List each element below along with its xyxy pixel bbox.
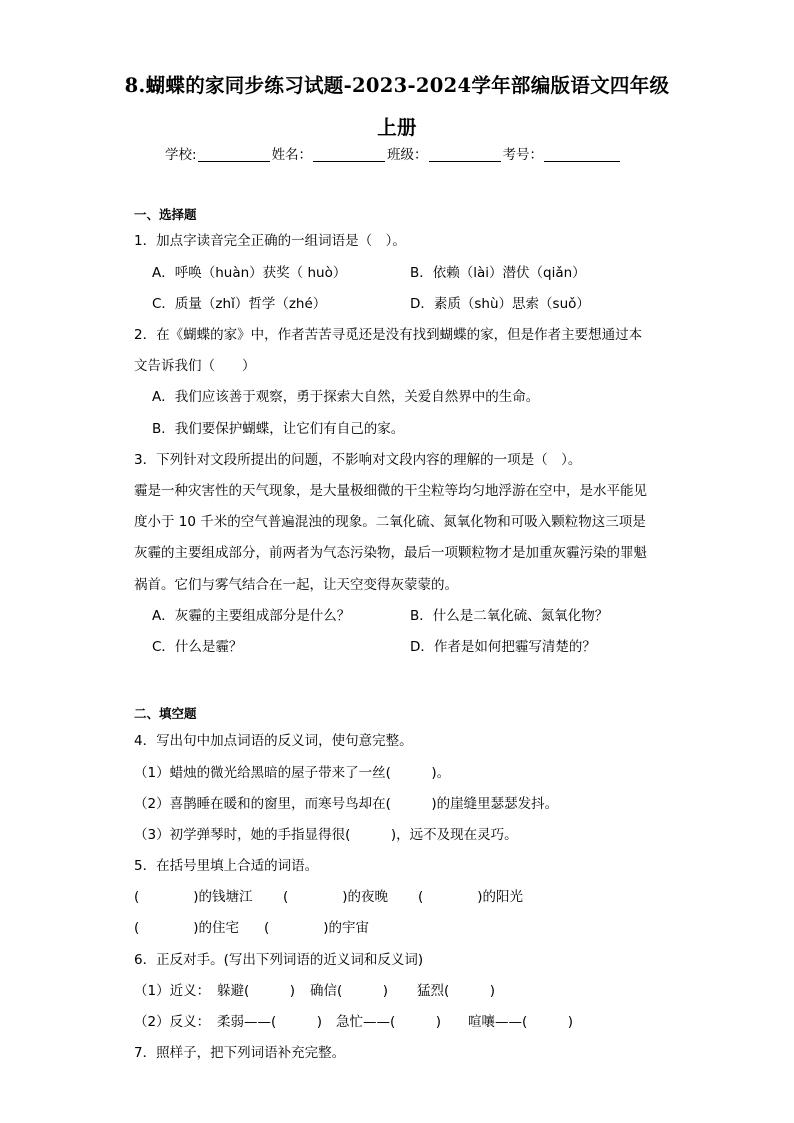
question-2-stem-line-2: 文告诉我们（ ） [134, 358, 256, 374]
class-label: 班级： [387, 147, 428, 163]
question-5-blank-2[interactable]: ( )的夜晚 [283, 889, 389, 905]
question-6-antonym-3[interactable]: 喧嚷——( ) [468, 1014, 574, 1030]
question-6-antonym-label: （2）反义： [134, 1014, 211, 1030]
id-blank[interactable] [544, 147, 620, 162]
question-6-antonym-2[interactable]: 急忙——( ) [336, 1014, 442, 1030]
question-5-blank-3[interactable]: ( )的阳光 [418, 889, 524, 905]
question-4-sentence-1[interactable]: （1）蜡烛的微光给黑暗的屋子带来了一丝( )。 [134, 765, 451, 781]
question-1-stem: 1．加点字读音完全正确的一组词语是（ ）。 [134, 233, 406, 249]
question-6-synonym-2[interactable]: 确信( ) [310, 983, 389, 999]
question-2-option-a[interactable]: A．我们应该善于观察，勇于探索大自然，关爱自然界中的生命。 [152, 389, 540, 405]
question-3-stem: 3．下列针对文段所提出的问题，不影响对文段内容的理解的一项是（ ）。 [134, 452, 582, 468]
section-heading-choice: 一、选择题 [134, 207, 197, 222]
question-4-sentence-2[interactable]: （2）喜鹊睡在暖和的窗里，而寒号鸟却在( )的崖缝里瑟瑟发抖。 [134, 796, 559, 812]
school-label: 学校: [165, 147, 197, 163]
section-heading-fill-in: 二、填空题 [134, 706, 197, 721]
question-3-passage-line-1: 霾是一种灾害性的天气现象，是大量极细微的干尘粒等均匀地浮游在空中，是水平能见 [134, 483, 647, 499]
question-6-synonym-3[interactable]: 猛烈( ) [417, 983, 496, 999]
question-6-stem: 6．正反对手。(写出下列词语的近义词和反义词) [134, 952, 424, 968]
question-1-option-a[interactable]: A．呼唤（huàn）获奖（ huò） [152, 265, 347, 281]
question-3-option-a[interactable]: A．灰霾的主要组成部分是什么？ [152, 608, 351, 624]
question-3-passage-line-4: 祸首。它们与雾气结合在一起，让天空变得灰蒙蒙的。 [134, 577, 458, 593]
question-5-blank-5[interactable]: ( )的宇宙 [264, 920, 370, 936]
question-3-option-b[interactable]: B．什么是二氧化硫、氮氧化物？ [410, 608, 609, 624]
question-5-blank-1[interactable]: ( )的钱塘江 [134, 889, 253, 905]
question-2-stem-line-1: 2．在《蝴蝶的家》中，作者苦苦寻觅还是没有找到蝴蝶的家，但是作者主要想通过本 [134, 327, 643, 343]
question-5-blank-4[interactable]: ( )的住宅 [134, 920, 240, 936]
question-1-option-c[interactable]: C．质量（zhǐ）哲学（zhé） [152, 296, 327, 312]
question-3-passage-line-3: 灰霾的主要组成部分，前两者为气态污染物，最后一项颗粒物才是加重灰霾污染的罪魁 [134, 545, 647, 561]
school-blank[interactable] [198, 147, 270, 162]
student-info-row [165, 143, 622, 163]
question-6-synonym-label: （1）近义： [134, 983, 211, 999]
question-1-option-b[interactable]: B．依赖（lài）潜伏（qiǎn） [410, 265, 586, 281]
question-6-antonym-1[interactable]: 柔弱——( ) [217, 1014, 323, 1030]
question-4-sentence-3[interactable]: （3）初学弹琴时，她的手指显得很( )，远不及现在灵巧。 [134, 827, 518, 843]
question-6-synonym-1[interactable]: 躲避( ) [217, 983, 296, 999]
question-7-stem: 7．照样子，把下列词语补充完整。 [134, 1045, 346, 1061]
name-label: 姓名： [271, 147, 313, 163]
question-2-option-b[interactable]: B．我们要保护蝴蝶，让它们有自己的家。 [152, 421, 405, 437]
question-3-passage-line-2: 度小于 10 千米的空气普遍混浊的现象。二氧化硫、氮氧化物和可吸入颗粒物这三项是 [134, 514, 646, 530]
question-3-option-d[interactable]: D．作者是如何把霾写清楚的？ [410, 639, 596, 655]
page-title-line-1: 8.蝴蝶的家同步练习试题-2023-2024学年部编版语文四年级 [124, 74, 670, 97]
question-4-stem: 4．写出句中加点词语的反义词，使句意完整。 [134, 733, 413, 749]
id-label: 考号： [502, 147, 544, 163]
page-title-line-2: 上册 [377, 116, 417, 139]
name-blank[interactable] [313, 147, 385, 162]
question-1-option-d[interactable]: D．素质（shù）思索（suǒ） [410, 296, 590, 312]
question-3-option-c[interactable]: C．什么是霾？ [152, 639, 243, 655]
class-blank[interactable] [429, 147, 501, 162]
question-5-stem: 5．在括号里填上合适的词语。 [134, 858, 319, 874]
